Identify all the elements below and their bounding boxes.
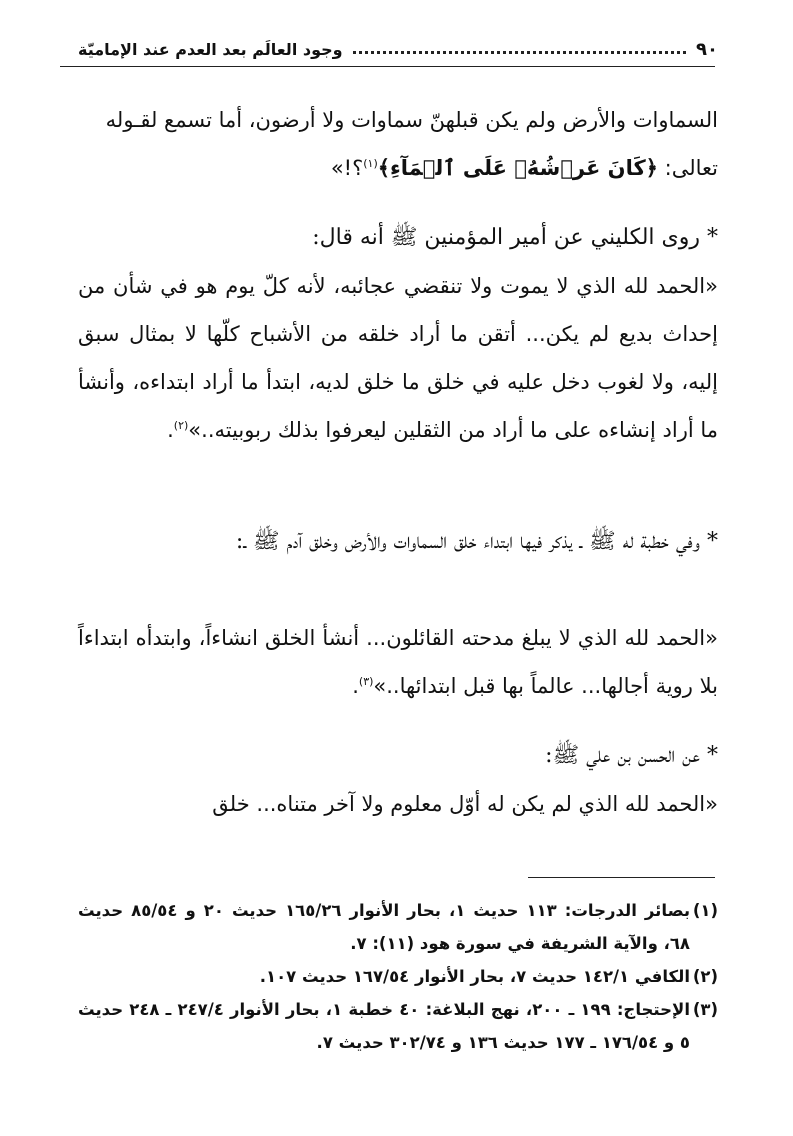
paragraph-1-line-1: السماوات والأرض ولم يكن قبلهنّ سماوات ولا أرضون، أما تسمع لقـوله — [105, 108, 718, 132]
footnotes — [78, 894, 718, 1059]
quote-2-text: «الحمد لله الذي لا يبلغ مدحته القائلون... أنشأ الخلق انشاءاً، وابتدأه ابتداءاً بلا روية أجالها... عالماً بها قبل ابتدائها..» — [78, 626, 718, 698]
paragraph-1 — [78, 96, 718, 192]
narration-intro-1: * روى الكليني عن أمير المؤمنين ﷺ أنه قال: — [312, 225, 718, 250]
page-number: ٩٠ — [696, 38, 718, 60]
paragraph-1-line-2-post: ؟!» — [330, 156, 364, 180]
footnote-ref-2: (٢) — [173, 419, 189, 432]
running-title: وجود العالَم بعد العدم عند الإماميّة — [78, 39, 343, 59]
footnote-text: بصائر الدرجات: ١١٣ حديث ١، بحار الأنوار ١٦٥/٢٦ حديث ٢٠ و ٨٥/٥٤ حديث ٦٨، والآية الشريفة في سورة هود (١١): ٧. — [78, 901, 691, 953]
footnote-rule — [528, 877, 715, 878]
narration-intro-2: * وفي خطبة له ﷺ ـ يذكر فيها ابتداء خلق السماوات والأرض وخلق آدم ﷺ ـ: — [235, 529, 718, 554]
quote-3: «الحمد لله الذي لم يكن له أوّل معلوم ولا آخر متناه... خلق — [212, 792, 718, 816]
footnote-number: (٣) — [692, 1000, 718, 1019]
footnote-1 — [78, 894, 718, 960]
footnote-number: (٢) — [692, 967, 718, 986]
footnote-2 — [78, 960, 718, 993]
narration-intro-3: * عن الحسن بن علي ﷺ: — [545, 743, 718, 768]
footnote-ref-1: (١) — [363, 157, 378, 170]
quote-1-end: . — [167, 418, 174, 442]
footnote-text: الكافي ١٤٢/١ حديث ٧، بحار الأنوار ١٦٧/٥٤ حديث ١٠٧. — [259, 967, 690, 986]
quote-2 — [78, 614, 718, 710]
quote-1-text: «الحمد لله الذي لا يموت ولا تنقضي عجائبه، لأنه كلّ يوم هو في شأن من إحداث بديع لم يكن... أتقن ما أراد خلقه من الأشباح كلّها لا بمثال سبق إليه، ولا لغوب دخل عليه في خلق ما خلق لديه، ابتدأ ما أراد ابتداءه، وأنشأ ما أراد إنشاءه على ما أراد من الثقلين ليعرفوا بذلك ربوبيته..» — [78, 274, 718, 442]
page-header — [78, 34, 718, 64]
quran-verse: ﴿كَانَ عَرۡشُهُۥ عَلَى ٱلۡمَآءِ﴾ — [377, 156, 658, 180]
quote-2-end: . — [352, 674, 359, 698]
header-dot-leader — [353, 51, 686, 54]
footnote-ref-3: (٣) — [358, 675, 374, 688]
footnote-number: (١) — [692, 901, 718, 920]
header-rule — [60, 66, 715, 67]
footnote-text: الإحتجاج: ١٩٩ ـ ٢٠٠، نهج البلاغة: ٤٠ خطبة ١، بحار الأنوار ٢٤٧/٤ ـ ٢٤٨ حديث ٥ و ١٧٦/٥٤ ـ ١٧٧ حديث ١٣٦ و ٣٠٢/٧٤ حديث ٧. — [78, 1000, 690, 1052]
footnote-3 — [78, 993, 718, 1059]
quote-1 — [78, 262, 718, 454]
paragraph-1-line-2-pre: تعالى: — [657, 156, 718, 180]
